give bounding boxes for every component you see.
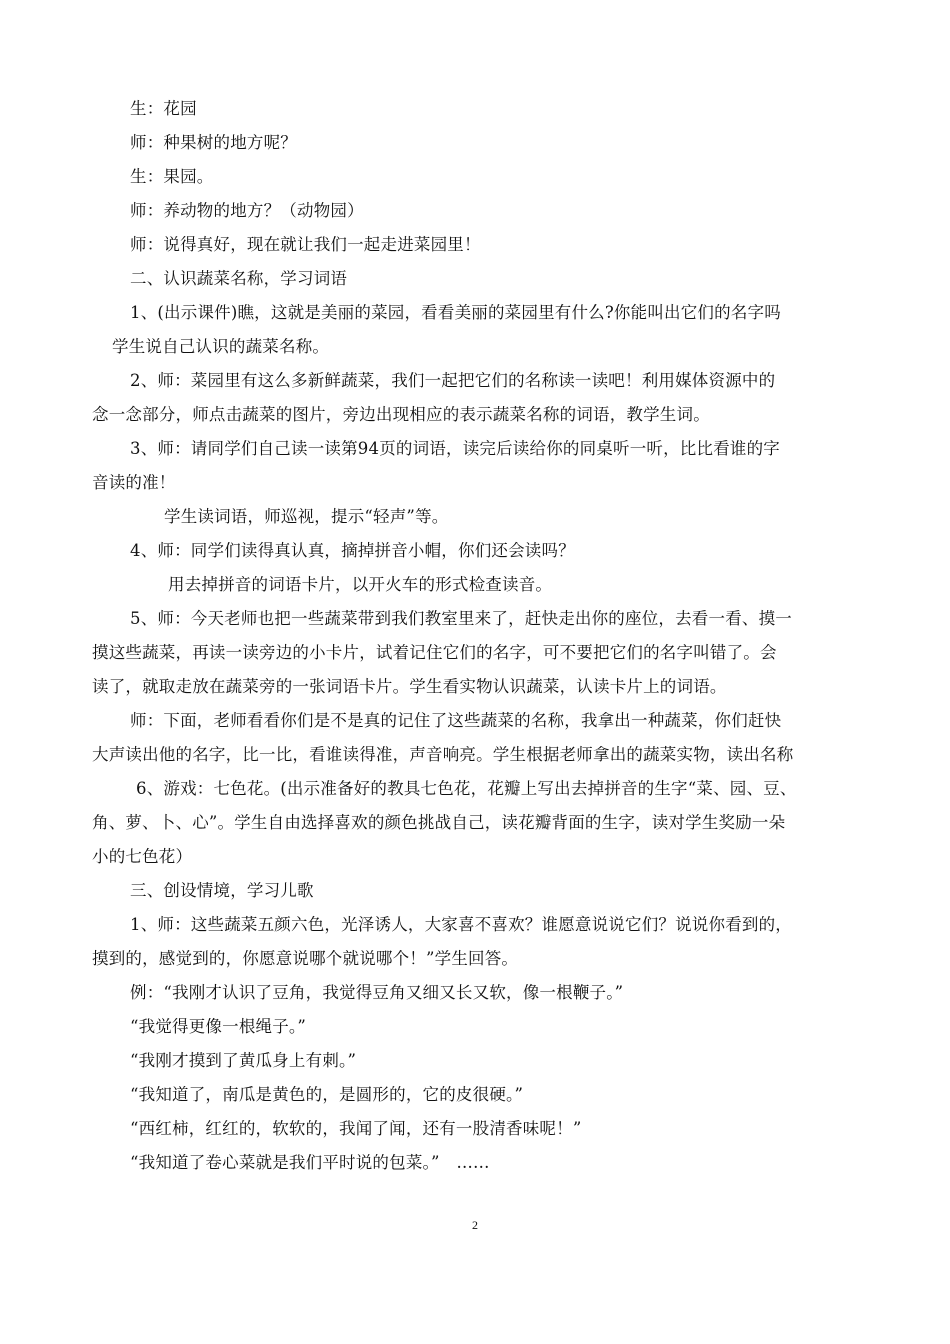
text-line: 角、萝、卜、心”。学生自由选择喜欢的颜色挑战自己，读花瓣背面的生字，读对学生奖励一朵 — [92, 813, 786, 832]
text-line: 4、师：同学们读得真认真，摘掉拼音小帽，你们还会读吗？ — [130, 541, 575, 560]
text-line: “我刚才摸到了黄瓜身上有刺。” — [130, 1051, 357, 1070]
text-line: 摸到的，感觉到的，你愿意说哪个就说哪个！”学生回答。 — [92, 949, 519, 968]
text-line: 师：说得真好，现在就让我们一起走进菜园里！ — [130, 235, 481, 254]
text-line: “我知道了卷心菜就是我们平时说的包菜。” …… — [130, 1153, 490, 1172]
text-line: 大声读出他的名字，比一比，看谁读得准，声音响亮。学生根据老师拿出的蔬菜实物，读出名称 — [92, 745, 794, 764]
text-line: 生：果园。 — [130, 167, 214, 186]
text-line: 生：花园 — [130, 99, 197, 118]
page-number: 2 — [472, 1218, 478, 1232]
text-line: 1、师：这些蔬菜五颜六色，光泽诱人，大家喜不喜欢？谁愿意说说它们？说说你看到的， — [130, 915, 792, 934]
text-line: 5、师：今天老师也把一些蔬菜带到我们教室里来了，赶快走出你的座位，去看一看、摸一 — [130, 609, 792, 628]
document-body — [92, 92, 864, 1180]
text-line: 念一念部分，师点击蔬菜的图片，旁边出现相应的表示蔬菜名称的词语，教学生词。 — [92, 405, 710, 424]
section-heading: 三、创设情境，学习儿歌 — [130, 881, 314, 900]
text-line: “我知道了，南瓜是黄色的，是圆形的，它的皮很硬。” — [130, 1085, 524, 1104]
text-line: 例：“我刚才认识了豆角，我觉得豆角又细又长又软，像一根鞭子。” — [130, 983, 624, 1002]
text-line: “我觉得更像一根绳子。” — [130, 1017, 307, 1036]
text-line: 师：下面，老师看看你们是不是真的记住了这些蔬菜的名称，我拿出一种蔬菜，你们赶快 — [130, 711, 782, 730]
text-line: 1、(出示课件)瞧，这就是美丽的菜园，看看美丽的菜园里有什么?你能叫出它们的名字吗 — [130, 303, 781, 322]
text-line: 摸这些蔬菜，再读一读旁边的小卡片，试着记住它们的名字，可不要把它们的名字叫错了。会 — [92, 643, 777, 662]
text-line: 学生读词语，师巡视，提示“轻声”等。 — [164, 507, 449, 526]
text-line: 2、师：菜园里有这么多新鲜蔬菜，我们一起把它们的名称读一读吧！利用媒体资源中的 — [130, 371, 776, 390]
text-line: 师：种果树的地方呢？ — [130, 133, 297, 152]
text-line: 学生说自己认识的蔬菜名称。 — [112, 337, 330, 356]
text-line: 3、师：请同学们自己读一读第94页的词语，读完后读给你的同桌听一听，比比看谁的字 — [130, 439, 780, 458]
text-line: “西红柿，红红的，软软的，我闻了闻，还有一股清香味呢！” — [130, 1119, 582, 1138]
text-line: 用去掉拼音的词语卡片，以开火车的形式检查读音。 — [168, 575, 553, 594]
section-heading: 二、认识蔬菜名称，学习词语 — [130, 269, 348, 288]
text-line: 师：养动物的地方？（动物园） — [130, 201, 364, 220]
text-line: 音读的准！ — [92, 473, 176, 492]
text-line: 读了，就取走放在蔬菜旁的一张词语卡片。学生看实物认识蔬菜，认读卡片上的词语。 — [92, 677, 727, 696]
text-line: 小的七色花） — [92, 847, 193, 866]
text-line: 6、游戏：七色花。(出示准备好的教具七色花，花瓣上写出去掉拼音的生字“菜、园、豆、 — [136, 779, 797, 798]
